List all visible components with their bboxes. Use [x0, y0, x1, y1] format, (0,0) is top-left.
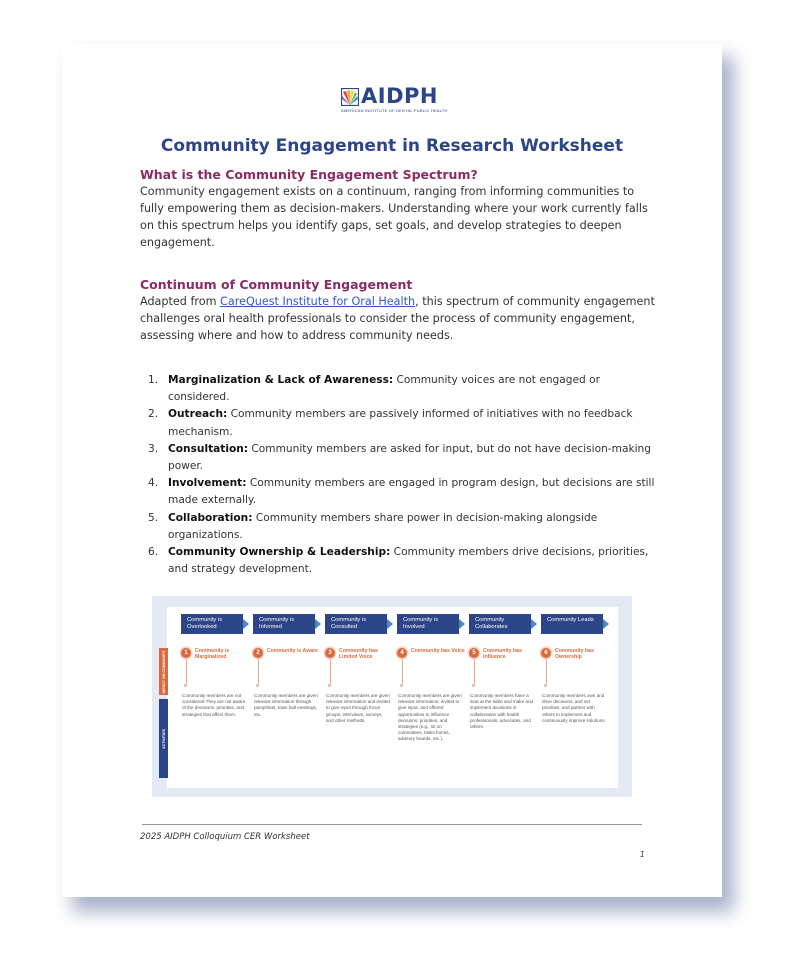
stage-header: Community is Overlooked — [181, 614, 243, 634]
chevron-right-icon — [315, 619, 321, 629]
step-number-badge: 6 — [541, 648, 551, 658]
section-heading-continuum: Continuum of Community Engagement — [140, 277, 413, 292]
impact-text: Community has Ownership — [555, 648, 594, 661]
section-heading-spectrum: What is the Community Engagement Spectrum? — [140, 167, 478, 182]
stage-column — [397, 614, 469, 786]
list-desc: Community voices are not engaged or considered. — [168, 374, 600, 404]
list-number: 5. — [148, 511, 159, 524]
connector-dot — [472, 684, 475, 687]
list-item — [148, 475, 658, 509]
list-number: 1. — [148, 374, 159, 386]
connector-dot — [256, 684, 259, 687]
aidph-logo — [341, 86, 451, 122]
chevron-right-icon — [243, 619, 249, 629]
stage-column — [541, 614, 613, 786]
list-number: 6. — [148, 546, 159, 559]
list-item — [148, 406, 658, 440]
section-body-spectrum: Community engagement exists on a continuum, ranging from informing communities to fully empowering them as decision-makers. Understanding where your work currently falls on this spectrum helps you identify gaps, set goals, and develop strategies to deepen engagement. — [140, 185, 648, 249]
connector-line — [330, 659, 331, 684]
activity-text: Community members are not considered They are not aware of the decisions, priorities, and strategies that affect them. — [182, 693, 246, 717]
connector-line — [474, 659, 475, 684]
connector-line — [402, 659, 403, 684]
impact-text: Community has Influence — [483, 648, 522, 661]
stage-column — [469, 614, 541, 786]
engagement-levels-list — [148, 372, 658, 578]
chevron-right-icon — [603, 619, 609, 629]
impact-on-community-label — [159, 648, 168, 695]
connector-line — [258, 659, 259, 684]
list-number: 4. — [148, 477, 159, 490]
connector-line — [186, 659, 187, 684]
logo-subtitle: AMERICAN INSTITUTE OF DENTAL PUBLIC HEALTH — [341, 108, 448, 113]
stage-header: Community is Consulted — [325, 614, 387, 634]
document-title: Community Engagement in Research Worksheet — [160, 136, 624, 156]
step-number-badge: 1 — [181, 648, 191, 658]
stage-column — [253, 614, 325, 786]
stage-header: Community Collaborates — [469, 614, 531, 634]
activity-text: Community members are given relevant information, invited to give input, and offered opportunities to influence decisions, priorities, and strategies (e.g., sit on committees, tasks forces, advisory boards, etc.). — [398, 693, 462, 742]
list-number: 2. — [148, 408, 159, 421]
impact-text: Community has Limited Voice — [339, 648, 378, 661]
stage-column — [181, 614, 253, 786]
step-number-badge: 3 — [325, 648, 335, 658]
carequest-link[interactable]: CareQuest Institute for Oral Health — [220, 295, 416, 308]
list-term: Involvement: — [168, 477, 247, 490]
document-page — [62, 44, 722, 897]
list-term: Community Ownership & Leadership: — [168, 546, 391, 559]
stage-header: Community Leads — [541, 614, 603, 634]
step-number-badge: 5 — [469, 648, 479, 658]
step-number-badge: 2 — [253, 648, 263, 658]
logo-wordmark: AIDPH — [361, 84, 438, 108]
connector-dot — [184, 684, 187, 687]
list-item — [148, 544, 658, 578]
chevron-right-icon — [459, 619, 465, 629]
logo-sunburst-icon — [341, 88, 359, 106]
list-desc: Community members share power in decision-making alongside organizations. — [168, 511, 598, 541]
step-number-badge: 4 — [397, 648, 407, 658]
list-desc: Community members are engaged in program design, but decisions are still made externally. — [168, 477, 655, 507]
impact-text: Community is Aware — [267, 648, 319, 654]
activity-text: Community members are given relevant information and invited to give input through focus groups, interviews, surveys, and other methods. — [326, 693, 390, 723]
stage-header: Community is Involved — [397, 614, 459, 634]
impact-label-text: IMPACT ON COMMUNITY — [161, 649, 166, 694]
chevron-right-icon — [531, 619, 537, 629]
connector-dot — [544, 684, 547, 687]
list-item — [148, 441, 658, 475]
impact-text: Community is Marginalized — [195, 648, 230, 661]
body-suffix: , this spectrum of community engagement challenges oral health professionals to consider the process of community engagement, assessing where and how to address community needs. — [140, 295, 655, 342]
stage-header: Community is Informed — [253, 614, 315, 634]
chevron-right-icon — [387, 619, 393, 629]
activities-label — [159, 699, 168, 778]
list-desc: Community members are asked for input, but do not have decision-making power. — [168, 442, 651, 473]
activity-text: Community members own and drive decisions, and set priorities, and partner with others to implement and, continuously improve solutions. — [542, 693, 606, 723]
list-item — [148, 372, 658, 406]
connector-dot — [328, 684, 331, 687]
activity-text: Community members have a seat at the table and make and implement decisions in collaboration with health professionals, advocates, and others. — [470, 693, 534, 730]
section-body-continuum — [140, 293, 660, 344]
footer-text: 2025 AIDPH Colloquium CER Worksheet — [140, 832, 310, 842]
list-desc: Community members drive decisions, priorities, and strategy development. — [168, 546, 649, 576]
stage-column — [325, 614, 397, 786]
list-item — [148, 510, 658, 544]
list-term: Marginalization & Lack of Awareness: — [168, 374, 394, 386]
footer-divider — [142, 824, 642, 825]
list-number: 3. — [148, 442, 159, 455]
body-prefix: Adapted from — [140, 295, 221, 308]
activities-label-text: ACTIVITIES — [161, 728, 166, 749]
page-number: 1 — [640, 850, 645, 859]
list-term: Outreach: — [168, 408, 228, 421]
list-desc: Community members are passively informed of initiatives with no feedback mechanism. — [168, 408, 633, 438]
connector-dot — [400, 684, 403, 687]
connector-line — [546, 659, 547, 684]
list-term: Collaboration: — [168, 511, 253, 524]
activity-text: Community members are given relevant information through pamphlets, town hall meetings, etc. — [254, 693, 318, 717]
list-term: Consultation: — [168, 442, 249, 455]
impact-text: Community has Voice — [411, 648, 465, 654]
